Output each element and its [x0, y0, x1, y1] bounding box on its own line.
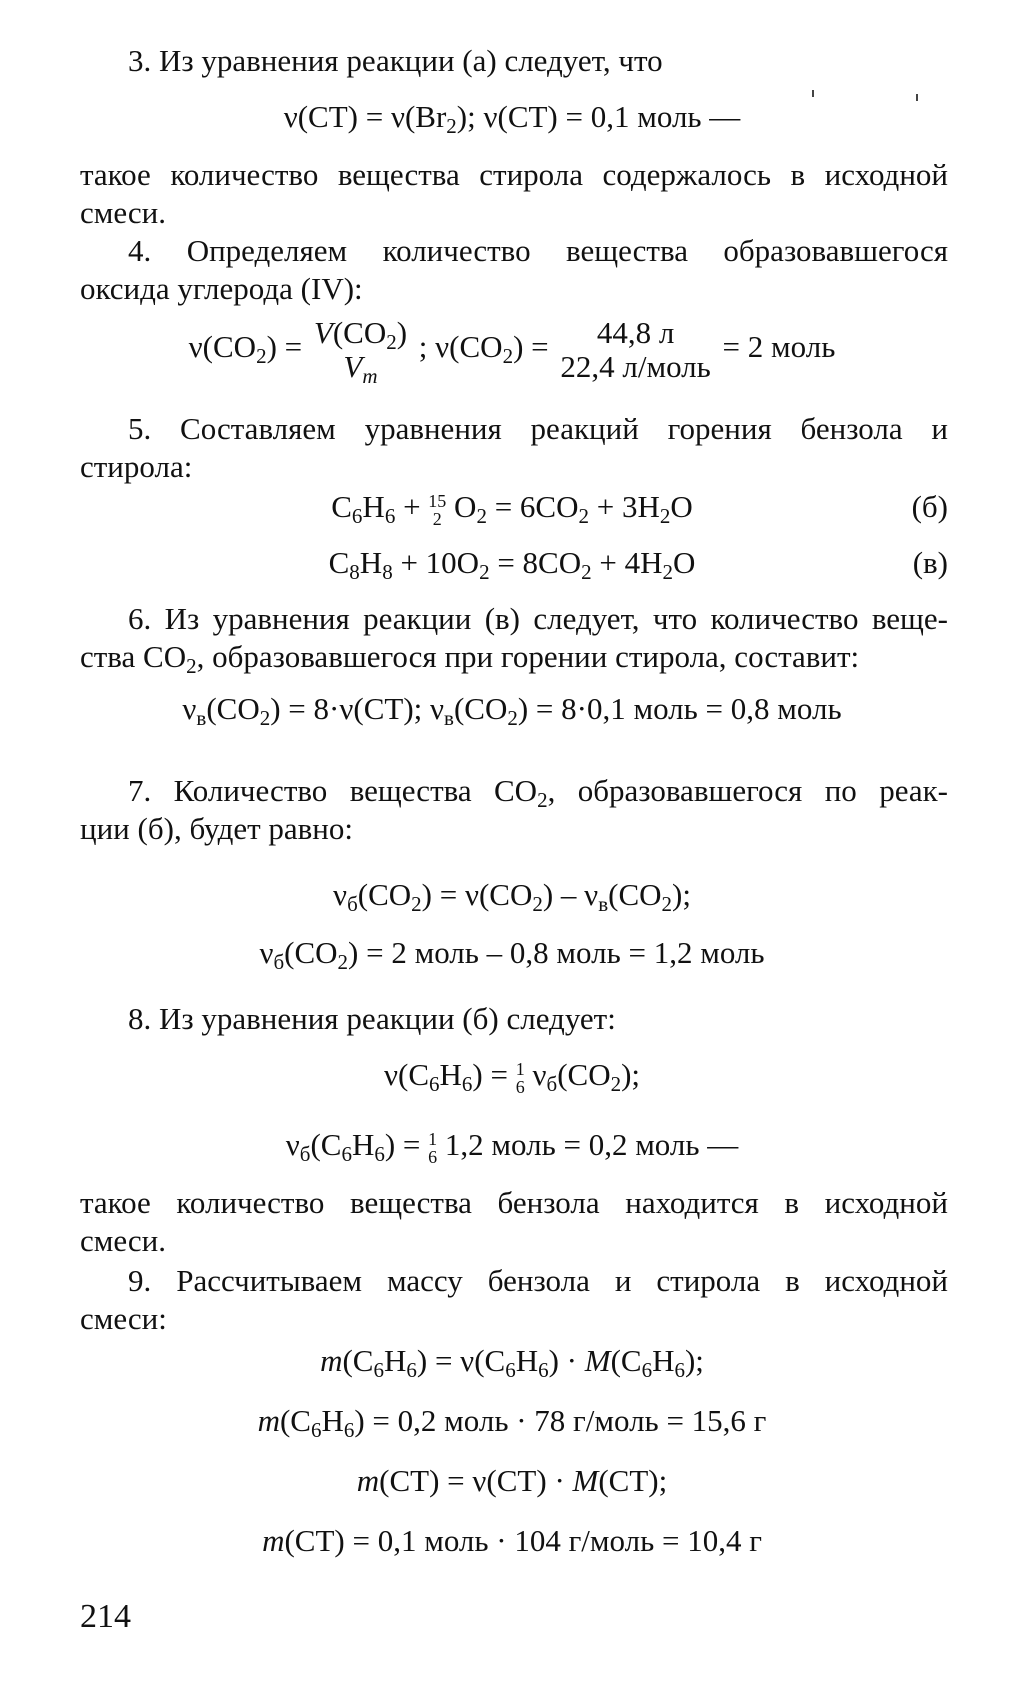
- step-7-text: 7. Количество вещества $CO_2$, образовавшегося по реак- ции (б), будет равно:: [80, 773, 948, 846]
- step-9-text: 9. Рассчитываем массу бензола и стирола в исходной смеси:: [80, 1263, 948, 1336]
- step-9-equation-1: $m(C_6H_6) = \nu(C_6H_6) \cdot M(C_6H_6)$;: [320, 1343, 704, 1382]
- step-9-equation-3: m(СТ) = ν(СТ) · M(СТ);: [356, 1463, 668, 1498]
- step-8-conclusion: такое количество вещества бензола находится в исходной смеси.: [80, 1185, 948, 1258]
- step-5-text: 5. Составляем уравнения реакций горения бензола и стирола:: [80, 411, 948, 484]
- step-3-conclusion: такое количество вещества стирола содержалось в исходной смеси.: [80, 157, 948, 230]
- reaction-label-b: (б): [911, 489, 948, 524]
- reaction-label-v: (в): [912, 545, 948, 580]
- one-sixth-fraction: 1 6: [515, 1058, 525, 1097]
- step-7-equation-2: $\nu_б(CO_2) = 2$ моль – 0,8 моль = 1,2 моль: [259, 935, 765, 974]
- scan-speck: [812, 90, 814, 97]
- fifteen-halves-fraction: 15 2: [428, 490, 447, 529]
- step-4-text: 4. Определяем количество вещества образовавшегося оксида углерода (IV):: [80, 233, 948, 306]
- reaction-v-equation: $C_8H_8 + 10O_2 = 8CO_2 + 4H_2O$ (в): [328, 545, 948, 584]
- one-sixth-fraction: 1 6: [428, 1128, 438, 1167]
- page-number: 214: [80, 1598, 131, 1635]
- step-3-equation: $\nu(СТ) = \nu(Br_2)$; ν(СТ) = 0,1 моль —: [283, 99, 741, 138]
- step-4-equation: $\nu(CO_2)$ = $V(CO_2)$ $V_m$ ; $\nu(CO_2)$ = 44,8 л 22,4 л/моль = 2 моль: [188, 315, 836, 388]
- step-9-equation-4: m(СТ) = 0,1 моль · 104 г/моль = 10,4 г: [262, 1523, 762, 1558]
- step-8-equation-1: $\nu(C_6H_6)$ = 1 6 $\nu_б(CO_2)$;: [383, 1057, 641, 1097]
- step-6-equation: $\nu_в(CO_2) = 8\cdot\nu(СТ)$; $\nu_в(CO_2) = 8\cdot 0,1$ моль = 0,8 моль: [182, 691, 842, 730]
- step-7-equation-1: $\nu_б(CO_2) = \nu(CO_2) - \nu_в(CO_2)$;: [333, 877, 691, 916]
- step-8-equation-2: $\nu_б(C_6H_6)$ = 1 6 1,2 моль = 0,2 моль —: [285, 1127, 739, 1167]
- step-3-intro: 3. Из уравнения реакции (а) следует, что: [128, 43, 663, 78]
- reaction-b-equation: $C_6H_6$ + 15 2 $O_2 = 6CO_2 + 3H_2O$ (б): [331, 489, 948, 529]
- step-8-intro: 8. Из уравнения реакции (б) следует:: [128, 1001, 616, 1036]
- volume-fraction: $V(CO_2)$ $V_m$: [313, 315, 408, 388]
- numeric-fraction: 44,8 л 22,4 л/моль: [560, 315, 711, 384]
- step-6-text: 6. Из уравнения реакции (в) следует, что количество веще- ства $CO_2$, образовавшегося при горении стирола, составит:: [80, 601, 948, 678]
- step-9-equation-2: $m(C_6H_6) = 0,2$ моль · 78 г/моль = 15,6 г: [257, 1403, 767, 1442]
